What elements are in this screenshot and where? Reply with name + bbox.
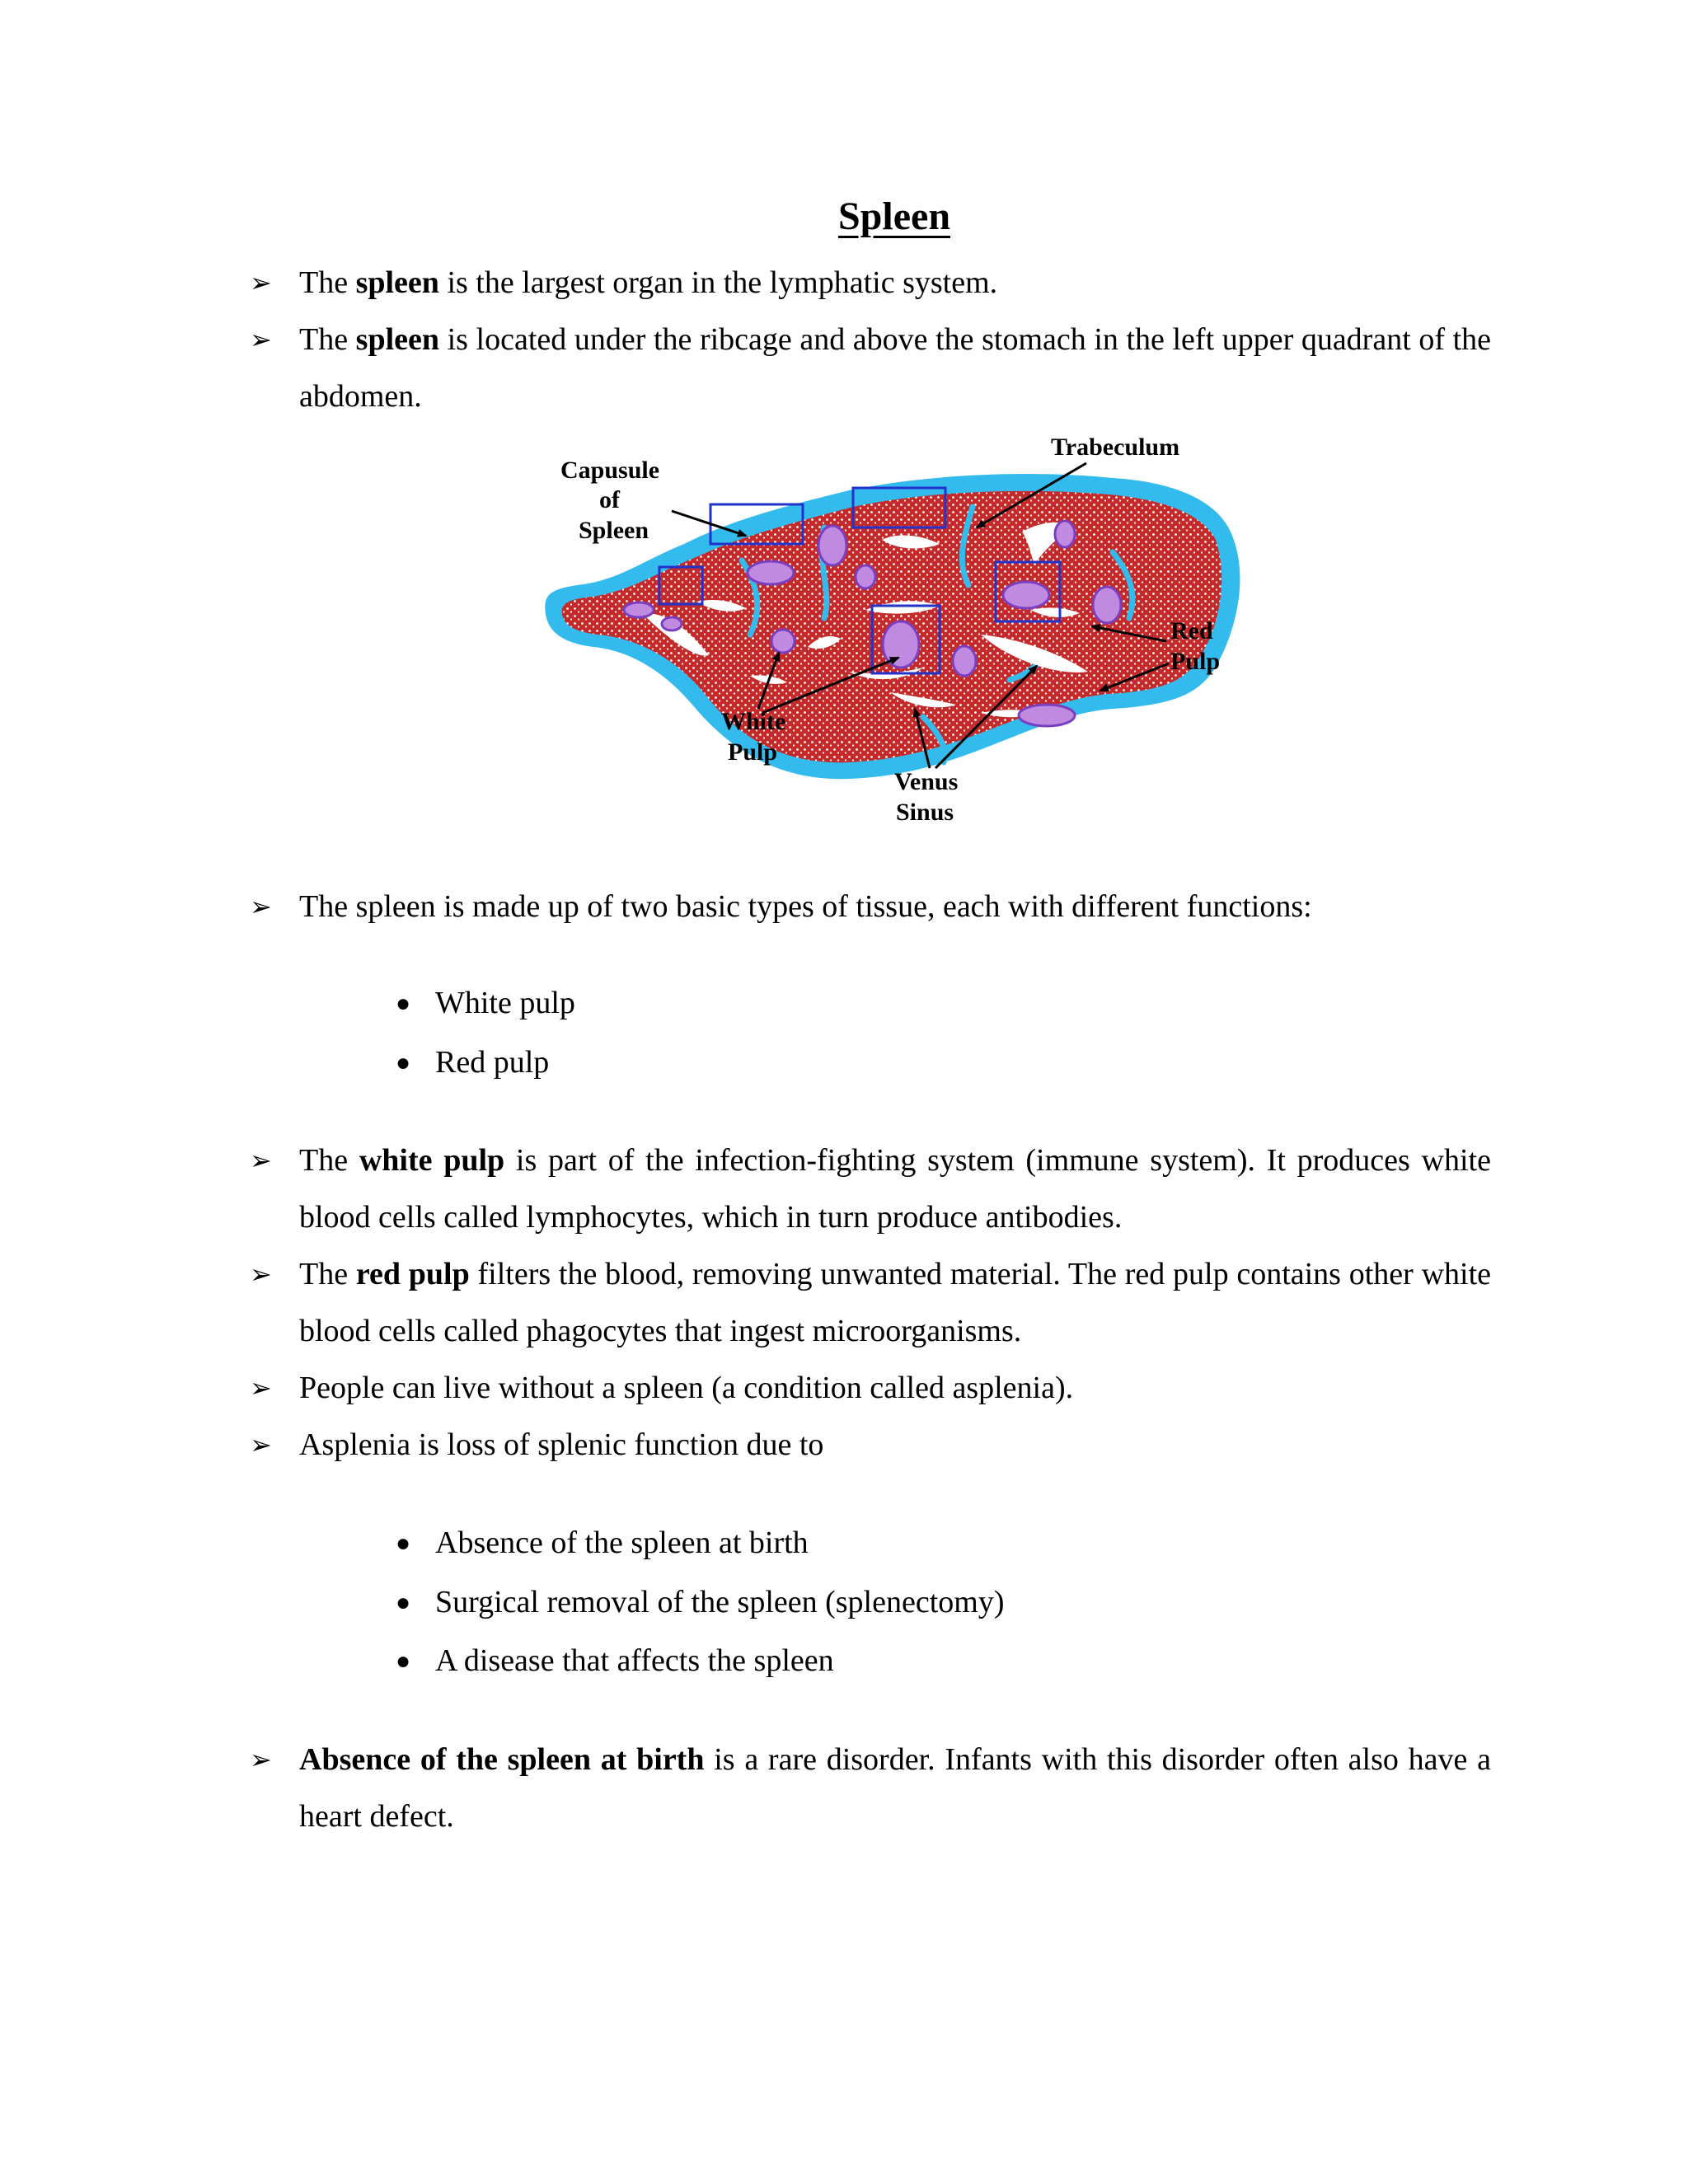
label-trabeculum: Trabeculum [1051,434,1180,461]
intro-paragraph-1: ➢ The spleen is the largest organ in the lymphatic system. [299,255,1491,312]
arrow-bullet-icon: ➢ [250,1429,272,1460]
label-red-pulp-line-1: Red [1170,617,1213,644]
asplenia-causes-paragraph: ➢ Asplenia is loss of splenic function due to [299,1417,1491,1474]
label-venus-sinus-line-1: Venus [894,768,959,795]
absence-paragraph: ➢ Absence of the spleen at birth is a rare disorder. Infants with this disorder often also have a heart defect. [299,1732,1491,1845]
label-capsule-line-3: Spleen [579,517,649,544]
bullet-dot-icon: ● [396,990,411,1017]
arrow-bullet-icon: ➢ [250,891,272,922]
bullet-dot-icon: ● [396,1049,411,1076]
arrow-bullet-icon: ➢ [250,324,272,355]
list-item: ● White pulp [435,975,575,1032]
bullet-dot-icon: ● [396,1589,411,1616]
label-venus-sinus-line-2: Sinus [896,799,954,826]
label-capsule-line-1: Capusule [560,457,660,484]
arrow-bullet-icon: ➢ [250,1258,272,1290]
bullet-dot-icon: ● [396,1530,411,1557]
label-red-pulp-line-2: Pulp [1170,648,1221,675]
intro-paragraph-2: ➢ The spleen is located under the ribcage and above the stomach in the left upper quadrant of the abdomen. [299,312,1491,425]
arrow-bullet-icon: ➢ [250,1372,272,1404]
list-item: ● Surgical removal of the spleen (splenectomy) [435,1574,1004,1631]
tissue-types-paragraph: ➢ The spleen is made up of two basic types of tissue, each with different functions: [299,879,1491,935]
list-item: ● A disease that affects the spleen [435,1633,834,1690]
arrow-bullet-icon: ➢ [250,267,272,298]
arrow-bullet-icon: ➢ [250,1145,272,1176]
label-capsule-line-2: of [599,486,620,513]
red-pulp-paragraph: ➢ The red pulp filters the blood, removing unwanted material. The red pulp contains other white blood cells called phagocytes that ingest microorganisms. [299,1246,1491,1360]
list-item: ● Absence of the spleen at birth [435,1515,809,1572]
spleen-diagram [536,429,1261,832]
arrow-bullet-icon: ➢ [250,1744,272,1775]
page-title: Spleen [837,194,951,238]
white-pulp-paragraph: ➢ The white pulp is part of the infection-fighting system (immune system). It produces white blood cells called lymphocytes, which in turn produce antibodies. [299,1132,1491,1246]
bullet-dot-icon: ● [396,1647,411,1675]
label-white-pulp-line-2: Pulp [728,738,778,766]
list-item: ● Red pulp [435,1034,549,1091]
label-white-pulp-line-1: White [721,708,786,735]
asplenia-definition-paragraph: ➢ People can live without a spleen (a condition called asplenia). [299,1360,1491,1417]
